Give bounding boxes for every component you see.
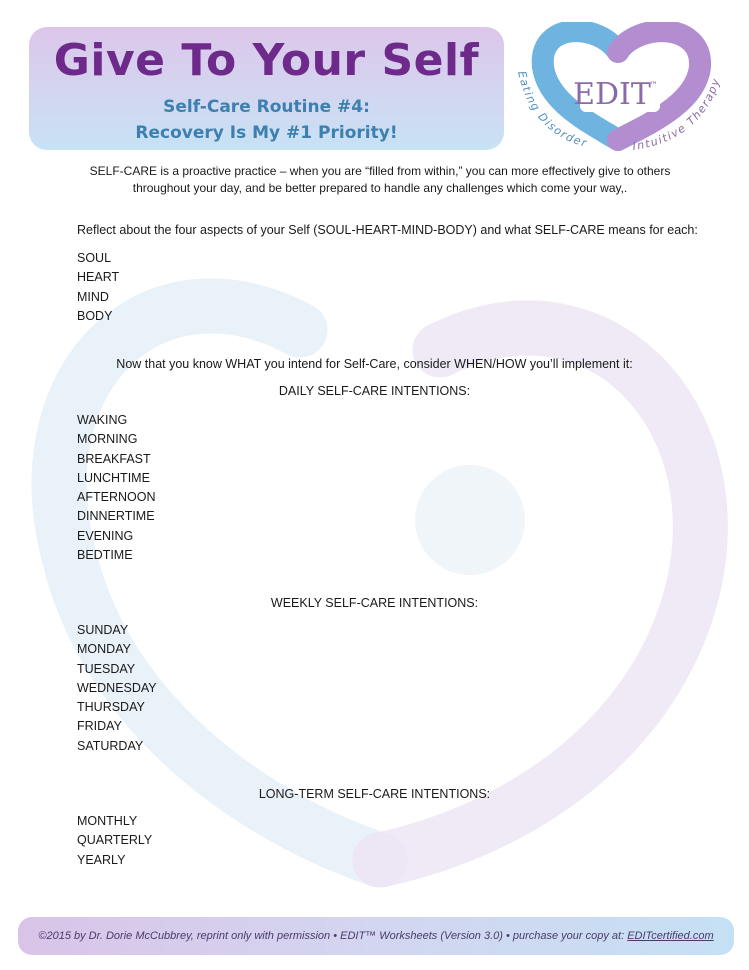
list-item: MONDAY <box>77 642 131 657</box>
daily-heading: DAILY SELF-CARE INTENTIONS: <box>278 384 471 398</box>
aspects-list <box>77 249 119 326</box>
logo-arc-right: Intuitive Therapy <box>631 75 723 153</box>
list-item: TUESDAY <box>77 661 136 676</box>
transition-text: Now that you know WHAT you intend for Self-Care, consider WHEN/HOW you’ll implement it: <box>116 357 633 371</box>
list-item: SOUL <box>77 251 112 265</box>
list-item: WAKING <box>77 413 128 427</box>
list-item: LUNCHTIME <box>77 470 150 485</box>
longterm-list <box>77 812 152 870</box>
list-item: SATURDAY <box>77 738 144 753</box>
aspects-prompt: Reflect about the four aspects of your Self (SOUL-HEART-MIND-BODY) and what SELF-CARE means for each: <box>77 223 698 237</box>
list-item: AFTERNOON <box>77 490 156 505</box>
list-item: MIND <box>77 289 109 304</box>
list-item: WEDNESDAY <box>77 680 157 695</box>
edit-logo <box>508 22 738 162</box>
intro-line-2: throughout your day, and be better prepared to handle any challenges which come your way,. <box>132 181 628 195</box>
list-item: THURSDAY <box>77 700 145 715</box>
purchase-link[interactable]: EDITcertified.com <box>627 930 714 942</box>
list-item: FRIDAY <box>77 719 122 734</box>
logo-brand-text: EDIT <box>573 77 651 112</box>
logo-trademark: ™ <box>649 81 658 91</box>
weekly-heading: WEEKLY SELF-CARE INTENTIONS: <box>270 596 479 610</box>
list-item: HEART <box>77 270 120 285</box>
list-item: DINNERTIME <box>77 509 155 524</box>
intro-paragraph <box>70 163 690 197</box>
weekly-list <box>77 621 157 756</box>
list-item: MORNING <box>77 432 138 447</box>
logo-arc-left: Eating Disorder <box>515 69 590 151</box>
list-item: EVENING <box>77 528 134 543</box>
subtitle-priority: Recovery Is My #1 Priority! <box>135 123 398 143</box>
list-item: BODY <box>77 308 113 323</box>
list-item: YEARLY <box>77 852 126 867</box>
copyright-text: ©2015 by Dr. Dorie McCubbrey, reprint only with permission • EDIT™ Worksheets (Version 3.0) • purchase your copy at: <box>38 930 628 942</box>
longterm-heading: LONG-TERM SELF-CARE INTENTIONS: <box>258 787 491 801</box>
header-banner <box>29 27 504 150</box>
daily-list <box>77 411 155 565</box>
list-item: QUARTERLY <box>77 833 153 848</box>
list-item: BREAKFAST <box>77 451 151 466</box>
list-item: BEDTIME <box>77 548 133 563</box>
intro-line-1: SELF-CARE is a proactive practice – when you are “filled from within,” you can more effectively give to others <box>89 164 671 178</box>
page-title: Give To Your Self <box>53 35 480 86</box>
footer-banner <box>18 917 734 955</box>
list-item: MONTHLY <box>77 814 138 828</box>
list-item: SUNDAY <box>77 623 129 637</box>
subtitle-routine: Self-Care Routine #4: <box>163 97 370 117</box>
